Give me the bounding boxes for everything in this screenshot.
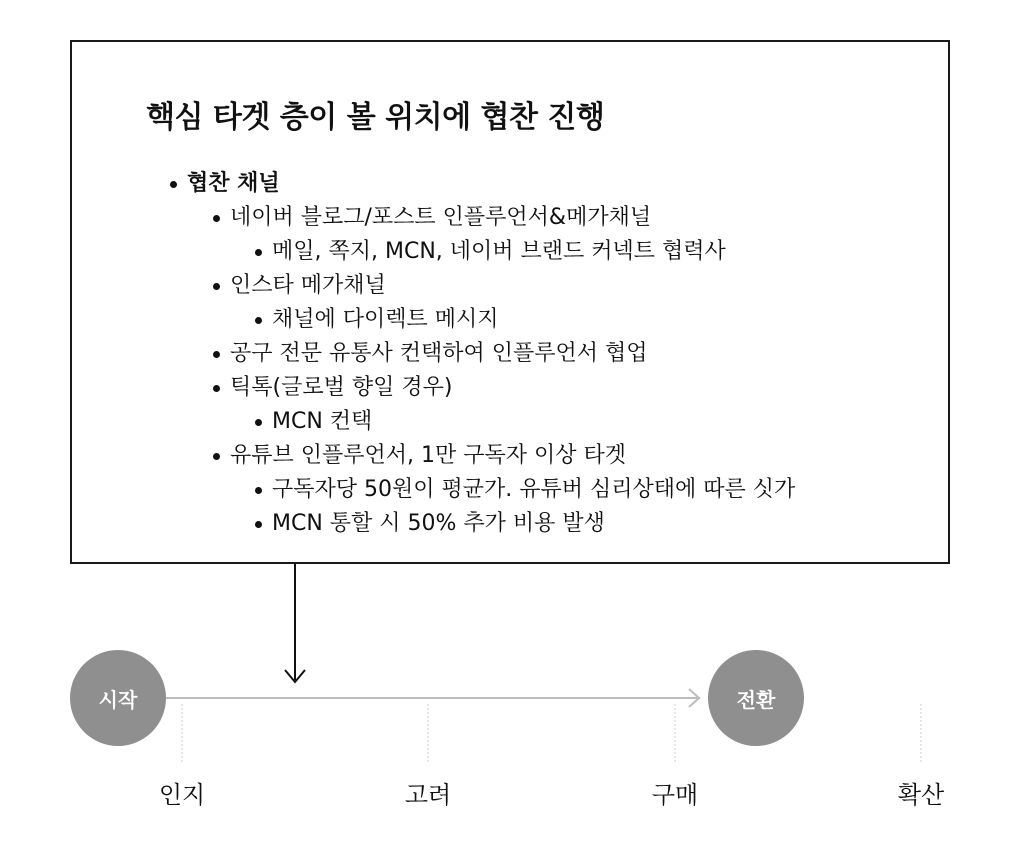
list-item-text: 유튜브 인플루언서, 1만 구독자 이상 타겟: [230, 443, 626, 468]
conversion-circle: 전환: [708, 650, 804, 746]
list-item-text: 구독자당 50원이 평균가. 유튜버 심리상태에 따른 싯가: [272, 477, 796, 502]
list-item-text: 네이버 블로그/포스트 인플루언서&메가채널: [230, 205, 652, 230]
stage-label-spread: 확산: [897, 781, 945, 809]
list-item-text: MCN 컨택: [272, 409, 373, 434]
stage-label-purchase: 구매: [651, 781, 699, 809]
list-item-text: 협찬 채널: [187, 171, 280, 196]
list-item-text: 틱톡(글로벌 향일 경우): [230, 375, 453, 400]
list-item-text: MCN 통할 시 50% 추가 비용 발생: [272, 511, 605, 536]
stage-label-consideration: 고려: [404, 781, 452, 809]
list-item-text: 공구 전문 유통사 컨택하여 인플루언서 협업: [230, 341, 648, 366]
stage-label-awareness: 인지: [158, 781, 206, 809]
callout-title: 핵심 타겟 층이 볼 위치에 협찬 진행: [146, 100, 605, 135]
list-item-text: 채널에 다이렉트 메시지: [272, 307, 499, 332]
list-item-text: 인스타 메가채널: [230, 273, 386, 298]
list-item-text: 메일, 쪽지, MCN, 네이버 브랜드 커넥트 협력사: [272, 239, 726, 264]
start-circle: 시작: [70, 650, 166, 746]
